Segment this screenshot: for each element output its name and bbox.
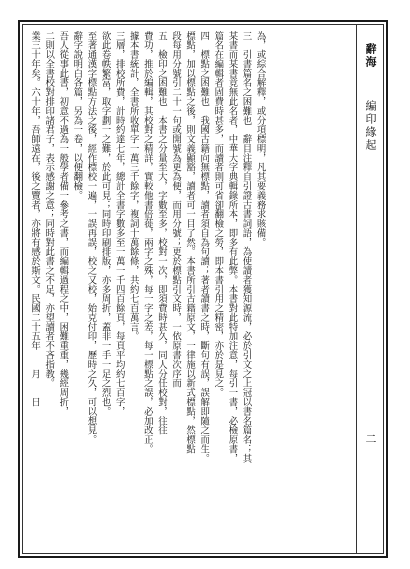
text-column: 段每用分號引二十一句或開號為更為便，而用分號；更於標點引文時，一依原書次序而 — [170, 31, 182, 388]
inner-border — [22, 24, 384, 554]
text-column: 欲此卷帙繁富，取字劃一之難，於此可見；同時印刷排版，亦多周折，蓋非一手一足之烈也。 — [99, 31, 111, 416]
text-column: 某書而某書竟無此名者，中華大字典輯錄所本，即多有此弊。本書對此特加注意，每引一書，必檢原書， — [226, 31, 238, 463]
text-column: 據本書統計，全書所收單字一萬三千餘字，複詞十萬餘條，共約七百萬言。 — [127, 31, 139, 341]
text-column: 業三十年矣。六十年，吾師遠在，後之覽者，亦將有感於斯文。民國二十五年 月 日 — [29, 31, 41, 407]
text-columns — [27, 31, 267, 547]
page-number: 二 — [364, 433, 377, 446]
body-text — [27, 31, 351, 547]
text-column: 四 標點之困難也 我國古籍向無標點，讀者須自為句讀；著者讀書之時，斷句有誤，誤解即隨之而生。 — [198, 31, 210, 463]
text-column: 為，或綜合解釋，或分項標明，凡其要義務求賅備。 — [254, 31, 266, 247]
text-column: 辭字說明白各篇，另為一卷，以便翻檢。 — [71, 31, 83, 201]
text-column: 費功，推於編輯，其校對之精詳，實較他書倍蓰，兩字之殊，每一字之差，每一標點之誤，必加改正。 — [141, 31, 153, 454]
page-margin-column — [356, 25, 383, 553]
text-column: 三層，排校所費，計時約達七年，總計全書字數多至一萬一千四百餘頁，每頁平均約七百字， — [113, 31, 125, 416]
text-column: 二則以全書校對排印諸君子，表示感謝之意；同時對此書之不足，亦望讀者不吝指教。 — [43, 31, 55, 388]
text-column: 三 引書篇名之困難也 辭目注釋自引證古書詞語，為使讀者獲知源流，必於引文之上冠以書名篇名；其 — [240, 31, 252, 463]
book-title: 辭海 — [364, 43, 377, 69]
page-border — [18, 20, 388, 558]
text-column: 至著通漢字標點方法之後，經作標校一遍，一誤再誤，校之又校，始克付印，歷時之久，可以想見。 — [85, 31, 97, 445]
text-column: 五 檢印之困難也 本書之分量至大，字數至多，校對一次，即須費時甚久，同人分任校對，往往 — [155, 31, 167, 435]
text-column: 標點，加以標點之後，則文義顯豁，讀者可一目了然。本書所引古籍原文，一律施以新式標點，然標點 — [184, 31, 196, 454]
section-title: 編印緣起 — [364, 100, 377, 152]
text-column: 篇名在編輯者固費時甚多，而讀者則可省卻翻檢之勞，即本書引用之精密，亦於是見之。 — [212, 31, 224, 398]
text-column: 吾人從事此書，初意不過為一般學者備一參考之書，而編輯過程之中，困難重重，幾經周折， — [57, 31, 69, 416]
